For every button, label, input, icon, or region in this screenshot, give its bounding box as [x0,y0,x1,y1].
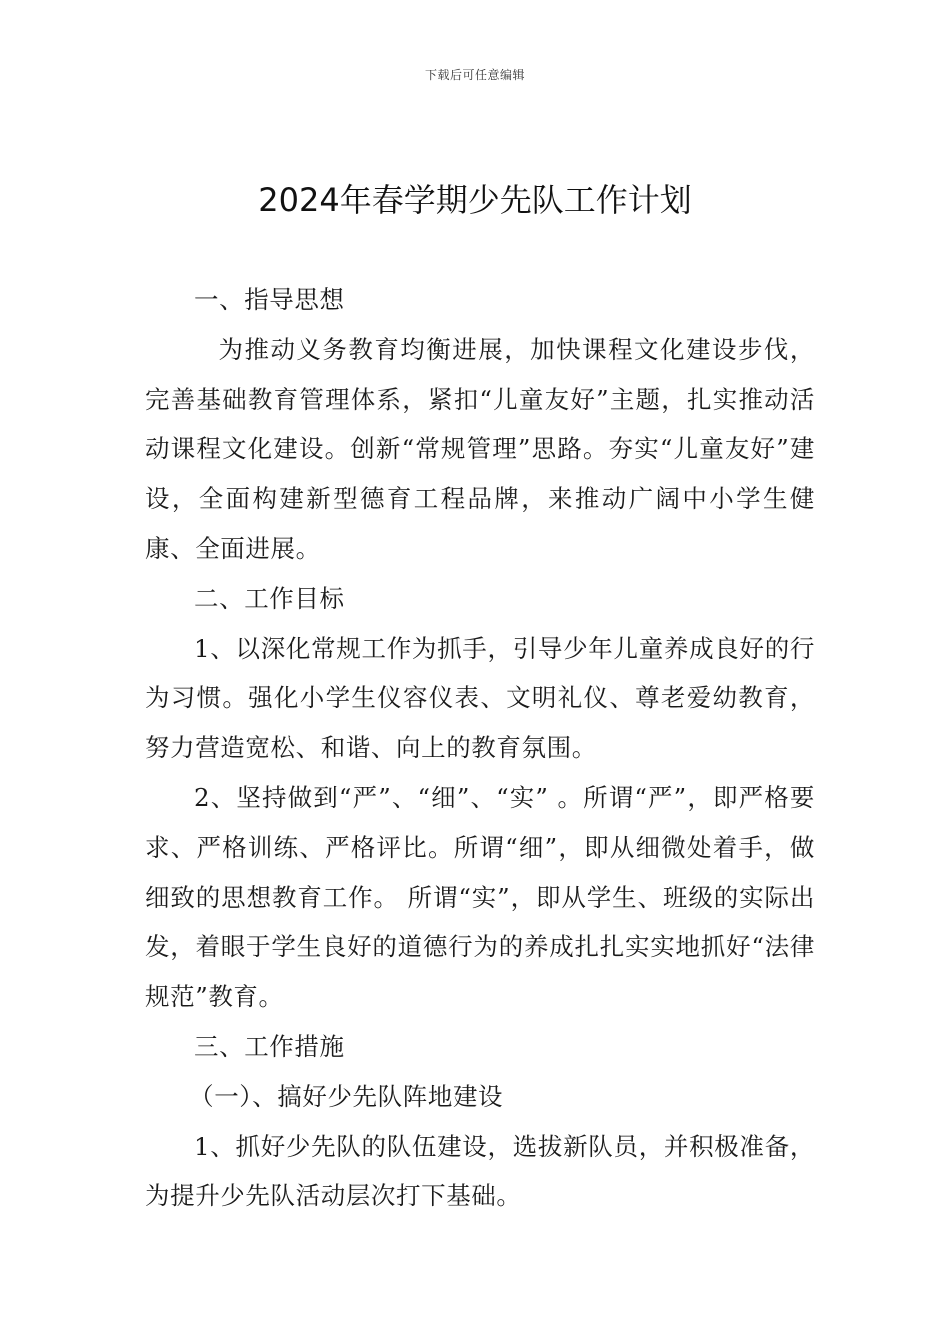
paragraph-goal-2: 2、坚持做到“严”、“细”、“实” 。所谓“严”，即严格要求、严格训练、严格评比。所谓“细”，即从细微处着手，做细致的思想教育工作。 所谓“实”，即从学生、班级的实际出发，着眼于学生良好的道德行为的养成扎扎实实地抓好“法律规范”教育。 [145,782,815,1012]
header-note: 下载后可任意编辑 [424,68,525,82]
section-heading-guiding-thought: 一、指导思想 [194,285,345,314]
paragraph-measure-1: 1、抓好少先队的队伍建设，选拔新队员，并积极准备，为提升少先队活动层次打下基础。 [145,1131,815,1211]
document-title: 2024年春学期少先队工作计划 [258,181,692,219]
subsection-heading-position-building: （一）、搞好少先队阵地建设 [189,1081,504,1111]
section-heading-work-measures: 三、工作措施 [194,1031,345,1061]
paragraph-guiding-thought: 为推动义务教育均衡进展，加快课程文化建设步伐，完善基础教育管理体系，紧扣“儿童友好”主题，扎实推动活动课程文化建设。创新“常规管理”思路。夯实“儿童友好”建设，全面构建新型德育工程品牌，来推动广阔中小学生健康、全面进展。 [145,334,815,563]
section-heading-work-goals: 二、工作目标 [194,583,345,613]
paragraph-goal-1: 1、以深化常规工作为抓手，引导少年儿童养成良好的行为习惯。强化小学生仪容仪表、文明礼仪、尊老爱幼教育，努力营造宽松、和谐、向上的教育氛围。 [145,633,815,763]
document-body [145,275,815,1221]
